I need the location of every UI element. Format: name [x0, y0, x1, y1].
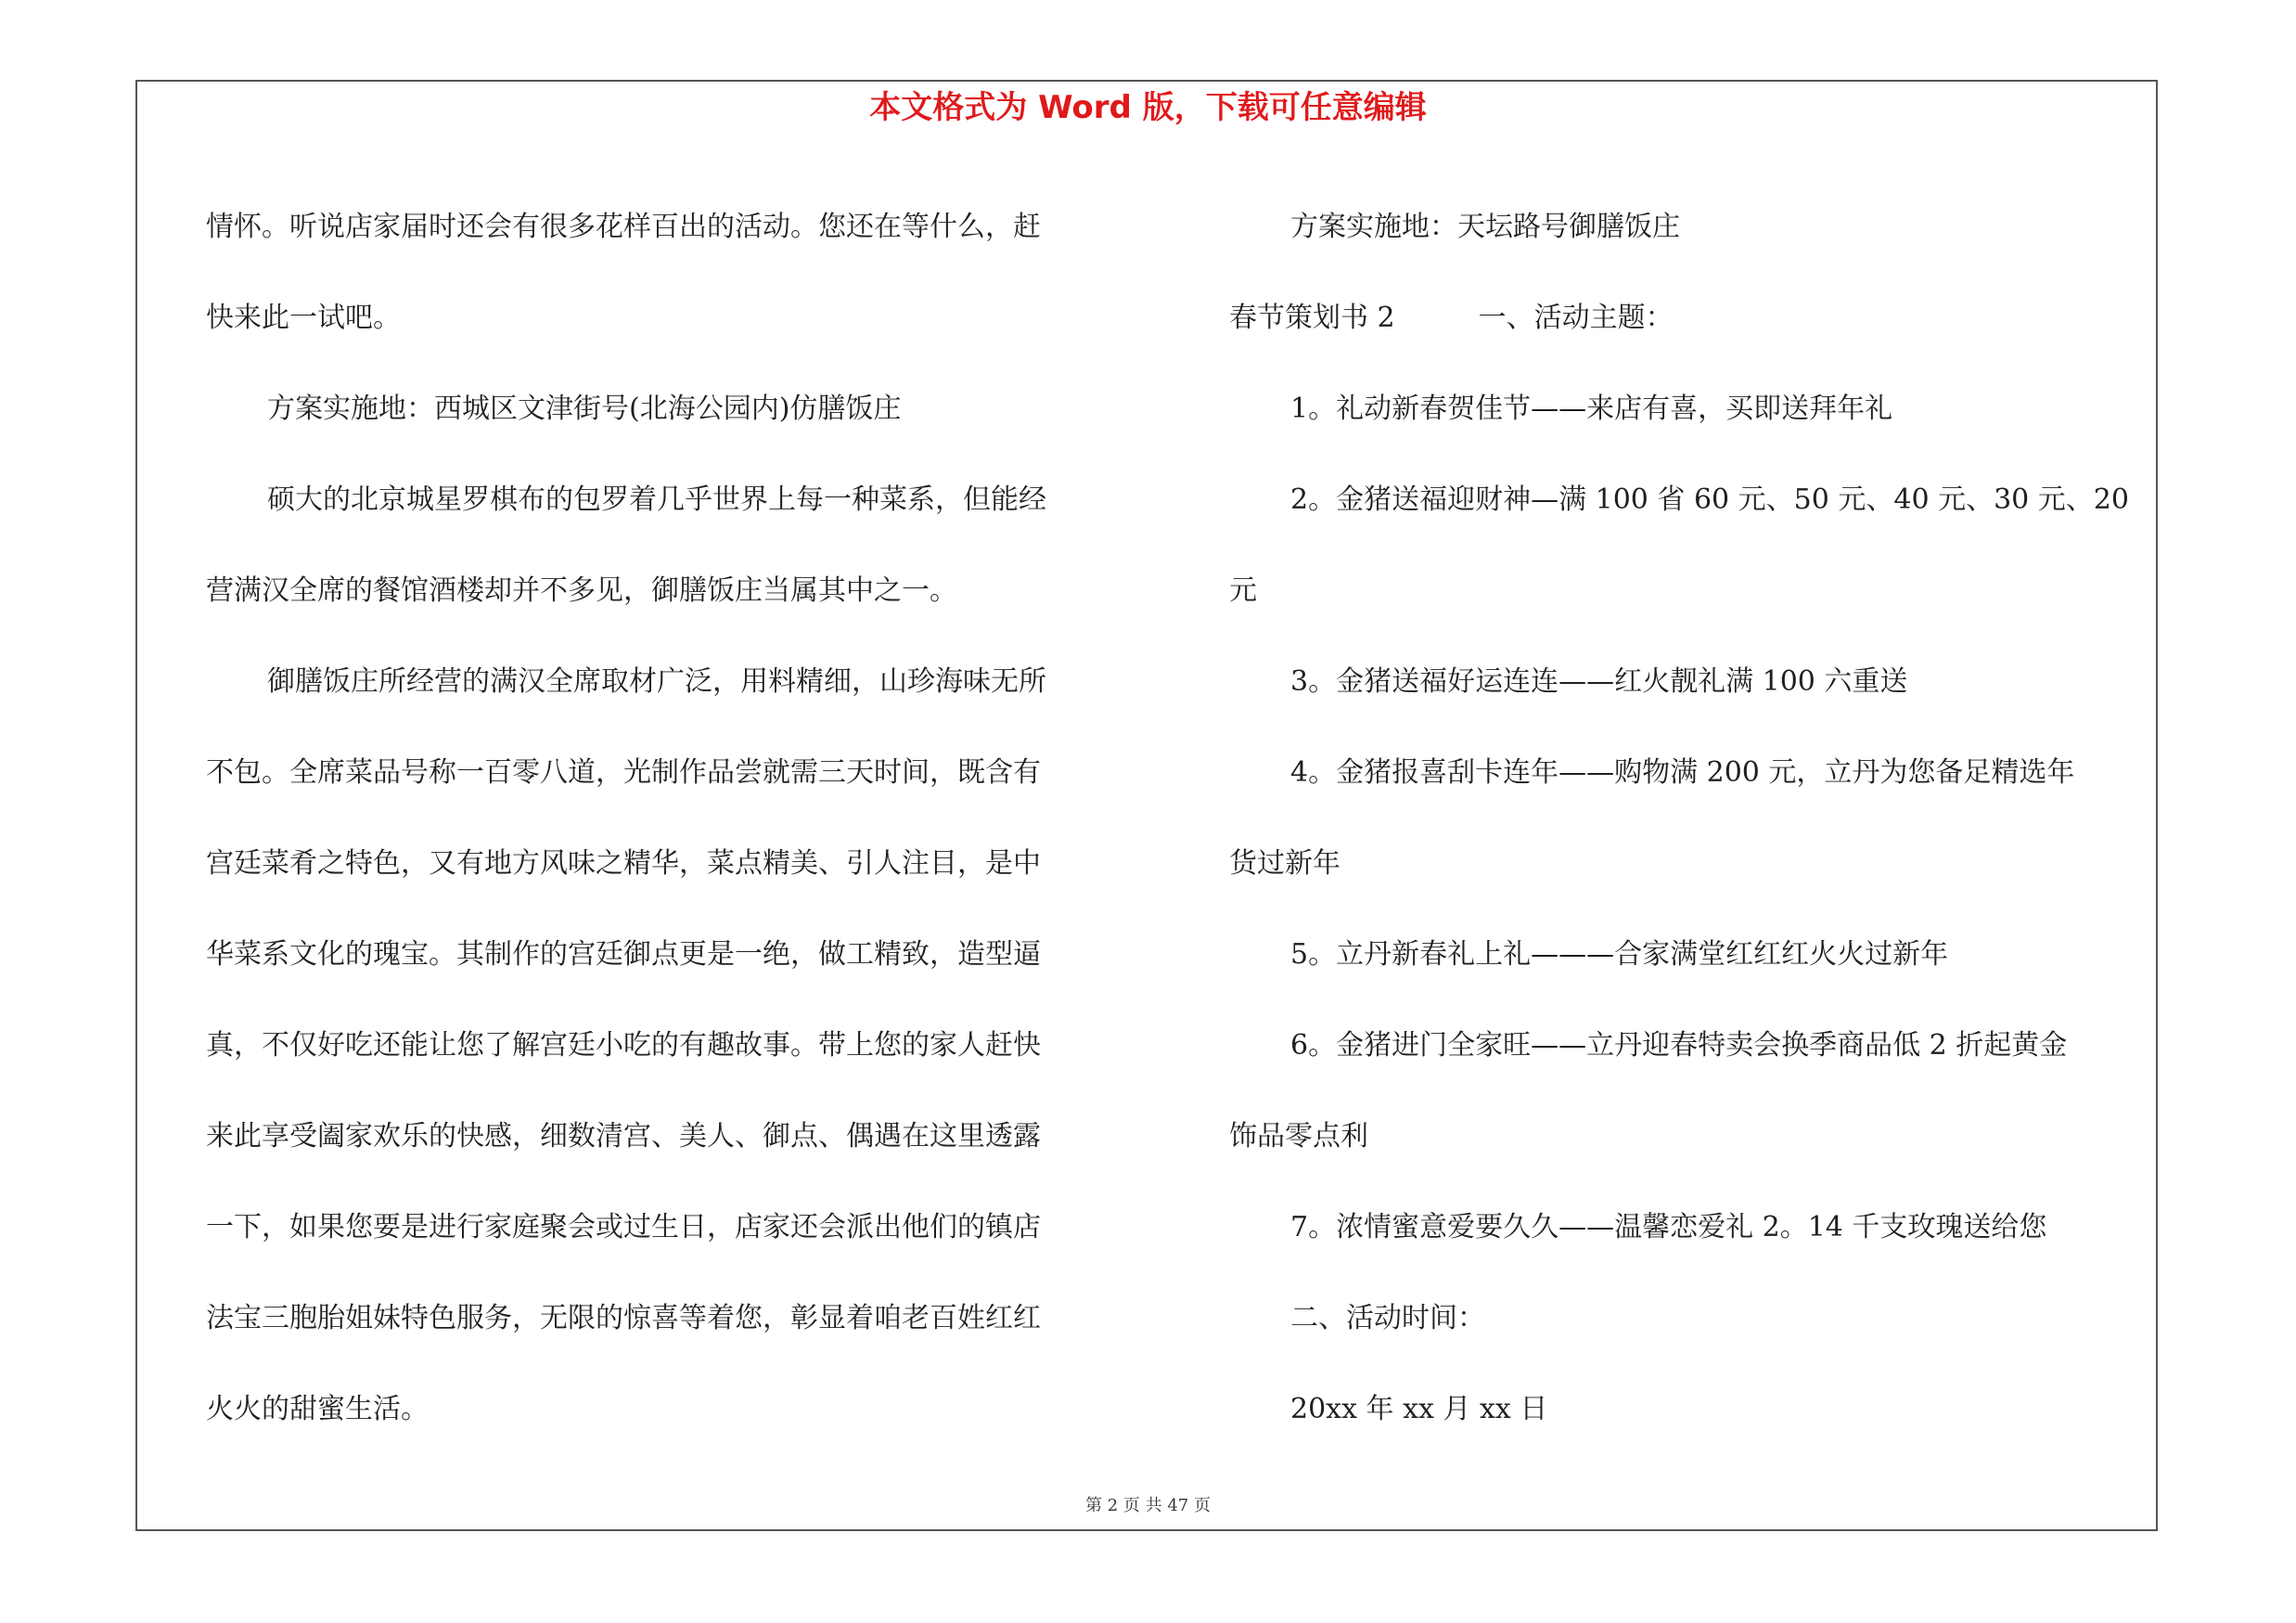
list-item: 二、活动时间： — [1290, 1302, 1485, 1334]
right-column — [1229, 182, 2157, 1455]
paragraph-line: 御膳饭庄所经营的满汉全席取材广泛，用料精细，山珍海味无所 — [267, 665, 1046, 698]
paragraph-line: 宫廷菜肴之特色，又有地方风味之精华，菜点精美、引人注目，是中 — [206, 847, 1041, 880]
left-column — [206, 182, 1134, 1455]
document-title: 春节策划书 2 — [1229, 302, 1395, 334]
list-item: 1。礼动新春贺佳节——来店有喜，买即送拜年礼 — [1290, 393, 1893, 425]
paragraph-line: 真，不仅好吃还能让您了解宫廷小吃的有趣故事。带上您的家人赶快 — [206, 1029, 1041, 1062]
paragraph-line: 方案实施地：西城区文津街号(北海公园内)仿膳饭庄 — [267, 393, 902, 425]
list-item: 饰品零点利 — [1229, 1120, 1368, 1153]
list-item: 货过新年 — [1229, 847, 1340, 880]
paragraph-line: 快来此一试吧。 — [206, 302, 401, 334]
section-heading: 一、活动主题： — [1478, 302, 1674, 334]
paragraph-line: 营满汉全席的餐馆酒楼却并不多见，御膳饭庄当属其中之一。 — [206, 574, 957, 607]
list-item: 4。金猪报喜刮卡连年——购物满 200 元，立丹为您备足精选年 — [1290, 756, 2075, 789]
paragraph-line: 硕大的北京城星罗棋布的包罗着几乎世界上每一种菜系，但能经 — [267, 483, 1046, 516]
list-item: 元 — [1229, 574, 1257, 607]
word-format-banner: 本文格式为 Word 版，下载可任意编辑 — [869, 89, 1427, 126]
paragraph-line: 来此享受阖家欢乐的快感，细数清宫、美人、御点、偶遇在这里透露 — [206, 1120, 1041, 1153]
paragraph-line: 情怀。听说店家届时还会有很多花样百出的活动。您还在等什么，赶 — [206, 211, 1041, 243]
section-heading-line — [1229, 273, 2157, 364]
list-item: 20xx 年 xx 月 xx 日 — [1290, 1393, 1548, 1425]
paragraph-line: 火火的甜蜜生活。 — [206, 1393, 429, 1425]
paragraph-line: 华菜系文化的瑰宝。其制作的宫廷御点更是一绝，做工精致，造型逼 — [206, 938, 1041, 971]
list-item: 2。金猪送福迎财神—满 100 省 60 元、50 元、40 元、30 元、20 — [1290, 483, 2129, 516]
paragraph-line: 法宝三胞胎姐妹特色服务，无限的惊喜等着您，彰显着咱老百姓红红 — [206, 1302, 1041, 1334]
list-item: 3。金猪送福好运连连——红火靓礼满 100 六重送 — [1290, 665, 1908, 698]
page-number-footer: 第 2 页 共 47 页 — [1085, 1496, 1211, 1515]
list-item: 5。立丹新春礼上礼———合家满堂红红红火火过新年 — [1290, 938, 1949, 971]
paragraph-line: 一下，如果您要是进行家庭聚会或过生日，店家还会派出他们的镇店 — [206, 1211, 1041, 1243]
list-item: 7。浓情蜜意爱要久久——温馨恋爱礼 2。14 千支玫瑰送给您 — [1290, 1211, 2047, 1243]
paragraph-line: 不包。全席菜品号称一百零八道，光制作品尝就需三天时间，既含有 — [206, 756, 1041, 789]
list-item: 6。金猪进门全家旺——立丹迎春特卖会换季商品低 2 折起黄金 — [1290, 1029, 2068, 1062]
venue-line: 方案实施地：天坛路号御膳饭庄 — [1290, 211, 1680, 243]
